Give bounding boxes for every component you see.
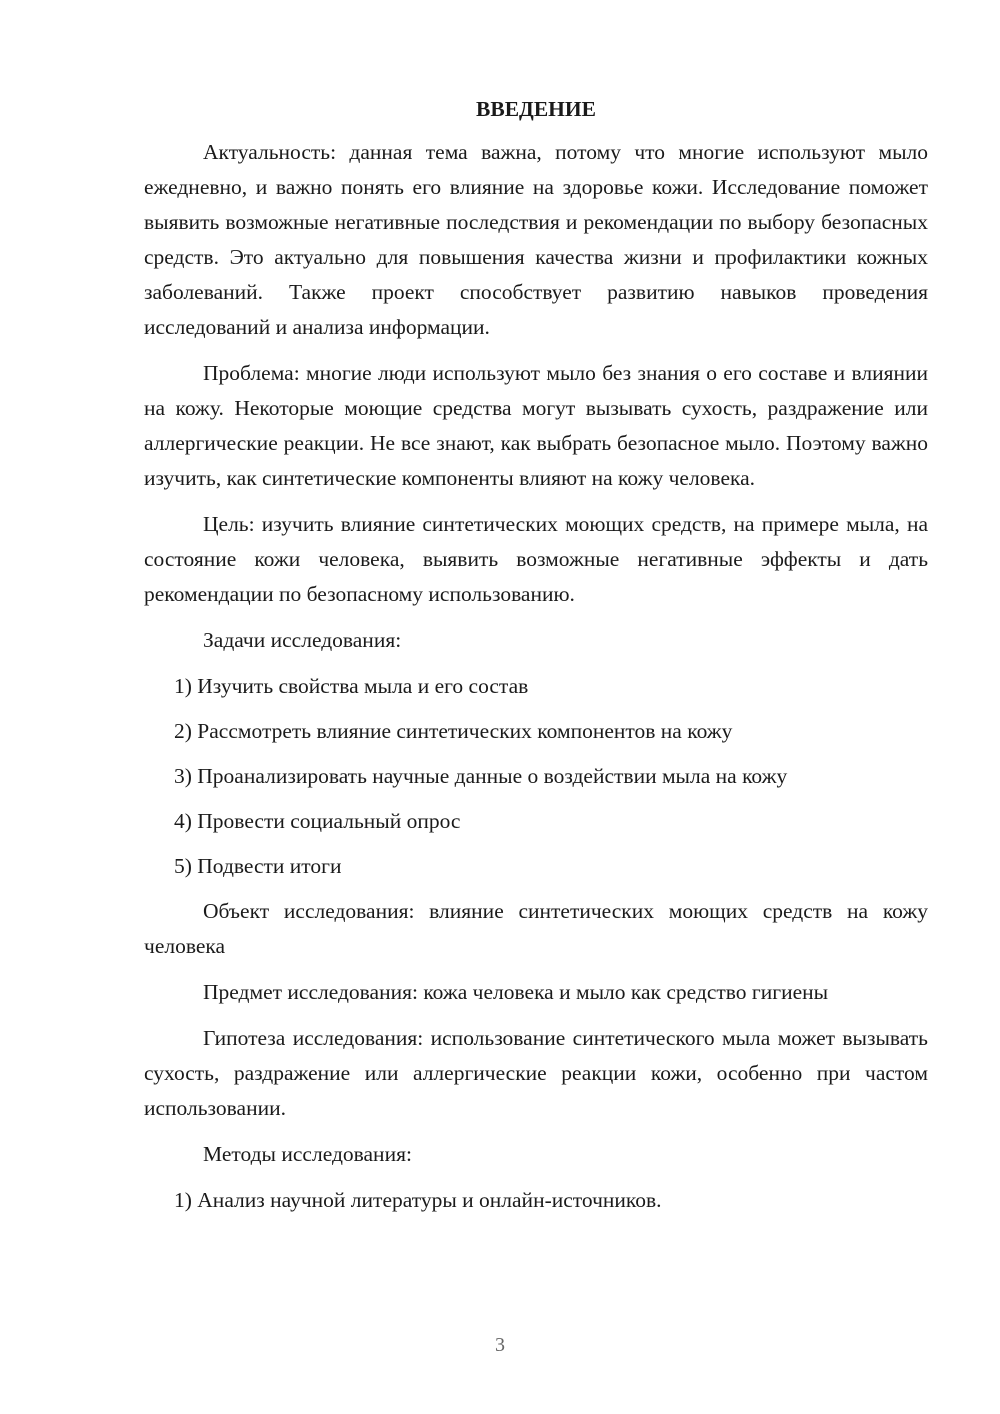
document-page (144, 92, 928, 1228)
relevance-paragraph: Актуальность: данная тема важна, потому что многие используют мыло ежедневно, и важно понять его влияние на здоровье кожи. Исследование поможет выявить возможные негативные последствия и рекомендации по выбору безопасных средств. Это актуально для повышения качества жизни и профилактики кожных заболеваний. Также проект способствует развитию навыков проведения исследований и анализа информации. (144, 140, 928, 339)
method-item: 1) Анализ научной литературы и онлайн-источников. (174, 1188, 662, 1212)
task-item: 3) Проанализировать научные данные о воздействии мыла на кожу (174, 764, 788, 788)
subject-paragraph: Предмет исследования: кожа человека и мыло как средство гигиены (203, 980, 829, 1004)
hypothesis-paragraph: Гипотеза исследования: использование синтетического мыла может вызывать сухость, раздражение или аллергические реакции кожи, особенно при частом использовании. (144, 1026, 928, 1120)
problem-paragraph: Проблема: многие люди используют мыло без знания о его составе и влиянии на кожу. Некоторые моющие средства могут вызывать сухость, раздражение или аллергические реакции. Не все знают, как выбрать безопасное мыло. Поэтому важно изучить, как синтетические компоненты влияют на кожу человека. (144, 361, 928, 490)
task-item: 2) Рассмотреть влияние синтетических компонентов на кожу (174, 719, 733, 743)
goal-paragraph: Цель: изучить влияние синтетических моющих средств, на примере мыла, на состояние кожи человека, выявить возможные негативные эффекты и дать рекомендации по безопасному использованию. (144, 512, 928, 606)
tasks-heading: Задачи исследования: (203, 628, 402, 652)
page-number: 3 (495, 1334, 505, 1356)
task-item: 4) Провести социальный опрос (174, 809, 461, 833)
object-paragraph: Объект исследования: влияние синтетических моющих средств на кожу человека (144, 899, 928, 958)
task-item: 1) Изучить свойства мыла и его состав (174, 674, 529, 698)
methods-heading: Методы исследования: (203, 1142, 412, 1166)
page-title: ВВЕДЕНИЕ (476, 97, 596, 121)
task-item: 5) Подвести итоги (174, 854, 342, 878)
